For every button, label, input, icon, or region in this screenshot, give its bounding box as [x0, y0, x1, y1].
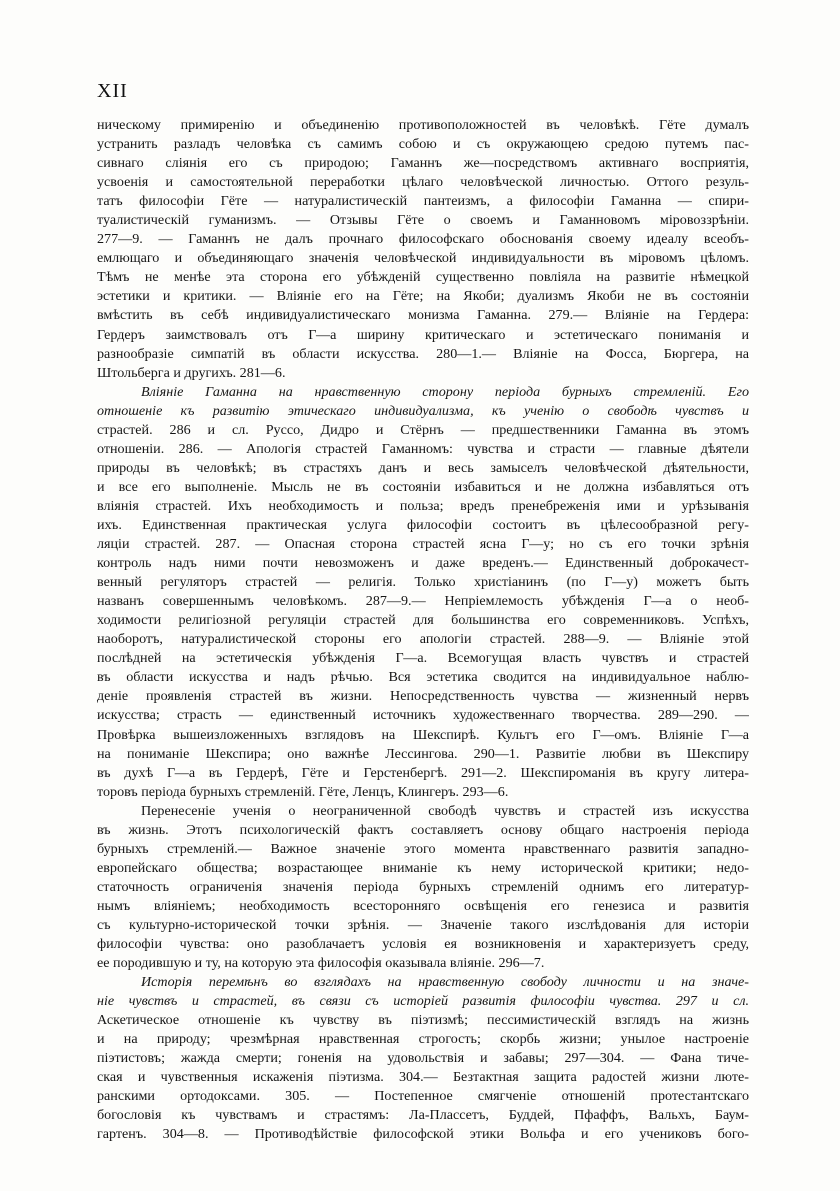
- text-line: Исторія перемѣнъ во взглядахъ на нравственную свободу личности и на значе-: [141, 974, 749, 991]
- text-line: ее породившую и ту, на которую эта философія оказывала вліяніе. 296—7.: [97, 955, 545, 972]
- text-line: Тѣмъ не менѣе эта сторона его убѣжденій существенно повліяла на развитіе нѣмецкой: [97, 269, 749, 286]
- text-line: въ жизнь. Этотъ психологическій фактъ составляетъ основу общаго настроенія періода: [97, 821, 749, 838]
- text-line: отношеніи. 286. — Апологія страстей Гаманномъ: чувства и страсти — главные дѣятели: [97, 440, 749, 457]
- paragraph-4: [97, 973, 749, 1144]
- text-line: емлющаго и объединяющаго значенія человѣческой индивидуальности въ міровомъ цѣломъ.: [97, 250, 749, 267]
- text-line: ляціи страстей. 287. — Опасная сторона страстей ясна Г—у; но съ его точки зрѣнія: [97, 536, 749, 553]
- text-line: піэтистовъ; жажда смерти; гоненія на удовольствія и забавы; 297—304. — Фана тиче-: [97, 1050, 749, 1067]
- text-line: туалистическій гуманизмъ. — Отзывы Гёте о своемъ и Гаманновомъ міровоззрѣніи.: [97, 212, 749, 229]
- text-line: богословія къ чувствамъ и страстямъ: Ла-Плассетъ, Буддей, Пфаффъ, Вальхъ, Баум-: [97, 1107, 749, 1124]
- text-line: отношеніе къ развитію этическаго индивидуализма, къ ученію о свободѣ чувствъ и: [97, 402, 749, 419]
- paragraph-2: [97, 383, 749, 802]
- text-line: татъ философіи Гёте — натуралистическій пантеизмъ, а философіи Гаманна — спири-: [97, 193, 749, 210]
- text-line: Гердеръ заимствовалъ отъ Г—а ширину критическаго и эстетическаго пониманія и: [97, 326, 749, 343]
- text-line: въ духѣ Г—а въ Гердерѣ, Гёте и Герстенбергѣ. 291—2. Шекспироманія въ кругу литера-: [97, 764, 749, 781]
- text-line: усвоенія и самостоятельной переработки цѣлаго человѣческой личностью. Оттого резуль-: [97, 174, 749, 191]
- text-line: сивнаго слiянія его съ природою; Гаманнъ же—посредствомъ активнаго восприятія,: [97, 155, 749, 172]
- text-line: ранскими ортодоксами. 305. — Постепенное смягченіе отношеній протестантскаго: [97, 1088, 749, 1105]
- text-line: Аскетическое отношеніе къ чувству въ піэтизмѣ; пессимистическій взглядъ на жизнь: [97, 1012, 749, 1029]
- text-line: ническому примиренію и объединенію противоположностей въ человѣкѣ. Гёте думалъ: [97, 117, 749, 133]
- text-line: вмѣстить въ себѣ индивидуалистическаго монизма Гаманна. 279.— Вліяніе на Гердера:: [97, 307, 749, 324]
- text-line: послѣдней на эстетическія убѣжденія Г—а. Всемогущая власть чувствъ и страстей: [97, 650, 749, 667]
- text-line: статочность ограниченія значенія періода бурныхъ стремленій однимъ его литератур-: [97, 878, 749, 895]
- paragraph-1: [97, 116, 749, 383]
- text-line: контроль надъ ними почти невозможенъ и даже вреденъ.— Единственный доброкачест-: [97, 555, 749, 572]
- text-line: деніе проявленія страстей въ жизни. Непосредственность чувства — жизненный нервъ: [97, 688, 749, 705]
- text-line: въ области искусства и надъ рѣчью. Вся эстетика сводится на индивидуальное наблю-: [97, 669, 749, 686]
- text-line: искусства; страсть — единственный источникъ художественнаго творчества. 289—290. —: [97, 707, 749, 724]
- text-line: наоборотъ, натуралистической стороны его апологіи страстей. 288—9. — Вліяніе этой: [97, 631, 749, 648]
- text-line: Провѣрка вышеизложенныхъ взглядовъ на Шекспирѣ. Культъ его Г—омъ. Вліяніе Г—а: [97, 726, 749, 743]
- text-line: гартенъ. 304—8. — Противодѣйствіе философской этики Вольфа и его учениковъ бого-: [97, 1126, 749, 1143]
- text-line: названъ совершеннымъ человѣкомъ. 287—9.— Непріемлемость убѣжденія Г—а о необ-: [97, 593, 749, 610]
- paragraph-3: [97, 802, 749, 973]
- text-line: бурныхъ стремленій.— Важное значеніе этого момента нравственнаго развитія западно-: [97, 840, 749, 857]
- text-line: эстетики и критики. — Вліяніе его на Гёте; на Якоби; дуализмъ Якоби не въ состояніи: [97, 288, 749, 305]
- text-line: 277—9. — Гаманнъ не далъ прочнаго философскаго обоснованія своему идеалу всеобъ-: [97, 231, 749, 248]
- text-line: съ культурно-исторической точки зрѣнія. — Значеніе такого изслѣдованія для исторіи: [97, 916, 749, 933]
- text-line: Перенесеніе ученія о неограниченной свободѣ чувствъ и страстей изъ искусства: [141, 802, 749, 819]
- text-line: на пониманіе Шекспира; оно важнѣе Лессингова. 290—1. Развитіе любви въ Шекспиру: [97, 745, 749, 762]
- text-line: ихъ. Единственная практическая услуга философіи состоитъ въ цѣлесообразной регу-: [97, 516, 749, 533]
- text-line: венный регуляторъ страстей — религія. Только христіанинъ (по Г—у) можетъ быть: [97, 574, 749, 591]
- text-line: ніе чувствъ и страстей, въ связи съ исторіей развитія философіи чувства. 297 и сл.: [97, 993, 749, 1010]
- text-line: вліянія страстей. Ихъ необходимость и польза; вредъ пренебреженія ими и урѣзыванія: [97, 497, 749, 514]
- text-line: Штольберга и другихъ. 281—6.: [97, 364, 286, 381]
- text-line: и все его выполненіе. Мысль не въ состояніи избавиться и не должна избавляться отъ: [97, 478, 749, 495]
- text-line: европейскаго общества; возрастающее вниманіе къ нему исторической критики; недо-: [97, 859, 749, 876]
- text-line: нымъ вліяніемъ; необходимость всесторонняго освѣщенія его генезиса и развитія: [97, 897, 749, 914]
- text-line: природы въ человѣкѣ; въ страстяхъ данъ и весь замыселъ человѣческой дѣятельности,: [97, 459, 749, 476]
- text-line: ская и чувственныя искаженія піэтизма. 304.— Безтактная защита радостей жизни люте-: [97, 1069, 749, 1086]
- page-number: XII: [97, 80, 128, 102]
- text-line: и на природу; чрезмѣрная нравственная строгость; скорбь жизни; унылое настроеніе: [97, 1031, 749, 1048]
- text-line: устранить разладъ человѣка съ самимъ собою и съ окружающею средою путемъ пас-: [97, 136, 749, 153]
- body-text: [97, 116, 749, 1145]
- text-line: философіи чувства: оно разоблачаетъ условія ея возникновенія и характеризуетъ среду,: [97, 936, 749, 953]
- text-line: страстей. 286 и сл. Руссо, Дидро и Стёрнъ — предшественники Гаманна въ этомъ: [97, 421, 749, 438]
- text-line: Вліяніе Гаманна на нравственную сторону періода бурныхъ стремленій. Его: [141, 383, 749, 400]
- text-line: ходимости религіозной регуляціи страстей для большинства его современниковъ. Успѣхъ,: [97, 612, 749, 629]
- text-line: разнообразіе симпатій въ области искусства. 280—1.— Вліяніе на Фосса, Бюргера, на: [97, 345, 749, 362]
- text-line: торовъ періода бурныхъ стремленій. Гёте, Ленцъ, Клингеръ. 293—6.: [97, 783, 509, 800]
